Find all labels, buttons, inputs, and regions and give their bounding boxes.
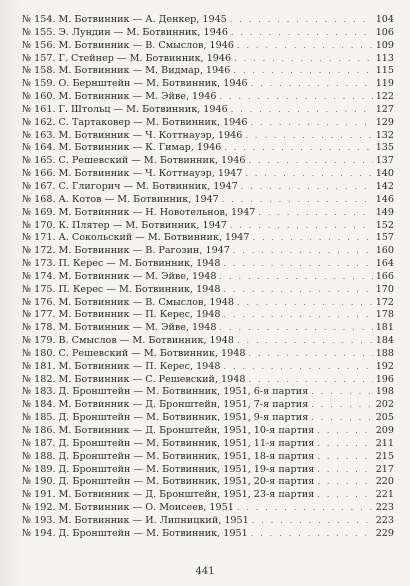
game-title: Г. Стейнер — М. Ботвинник, 1946	[58, 52, 232, 64]
entry-number: № 194.	[22, 527, 56, 539]
page-ref: 220	[375, 476, 394, 488]
toc-entry	[22, 476, 394, 489]
game-title: Д. Бронштейн — М. Ботвинник, 1951, 11-я партия	[58, 437, 315, 449]
entry-number: № 190.	[22, 476, 56, 488]
toc-entry	[22, 155, 394, 168]
toc-entry	[22, 348, 394, 361]
page-ref: 122	[375, 91, 394, 103]
page-ref: 205	[375, 412, 394, 424]
toc-entry	[22, 91, 394, 104]
entry-number: № 172.	[22, 245, 56, 257]
page-ref: 164	[375, 258, 394, 270]
dot-leader	[230, 14, 373, 27]
page-ref: 106	[375, 26, 394, 38]
dot-leader	[237, 40, 373, 53]
toc-entry	[22, 130, 394, 143]
entry-number: № 193.	[22, 514, 56, 526]
entry-number: № 188.	[22, 450, 56, 462]
toc-entry	[22, 78, 394, 91]
toc-entry	[22, 207, 394, 220]
dot-leader	[252, 232, 372, 245]
page-ref: 109	[375, 39, 394, 51]
toc-entry	[22, 271, 394, 284]
entry-number: № 154.	[22, 14, 56, 25]
dot-leader	[248, 155, 372, 168]
dot-leader	[237, 297, 373, 310]
game-title: П. Керес — М. Ботвинник, 1948	[58, 258, 221, 270]
entry-number: № 177.	[22, 309, 56, 321]
game-title: М. Ботвинник — И. Липницкий, 1951	[58, 514, 249, 526]
dot-leader	[245, 168, 372, 181]
game-title: М. Ботвинник — С. Решевский, 1948	[58, 373, 246, 385]
game-title: М. Ботвинник — М. Эйве, 1946	[58, 91, 217, 103]
game-title: С. Тартаковер — М. Ботвинник, 1946	[58, 116, 248, 128]
page-ref: 223	[375, 514, 394, 526]
entry-number: № 189.	[22, 463, 56, 475]
entry-number: № 178.	[22, 322, 56, 334]
dot-leader	[248, 374, 372, 387]
dot-leader	[311, 412, 372, 425]
toc-entry	[22, 335, 394, 348]
toc-entry	[22, 40, 394, 53]
entry-number: № 165.	[22, 155, 56, 167]
entry-number: № 163.	[22, 129, 56, 141]
entry-number: № 182.	[22, 373, 56, 385]
toc-entry	[22, 53, 394, 66]
entry-number: № 161.	[22, 103, 56, 115]
page-ref: 113	[375, 52, 394, 64]
toc-entry	[22, 412, 394, 425]
toc-entry	[22, 245, 394, 258]
page-ref: 196	[375, 373, 394, 385]
entry-number: № 155.	[22, 26, 56, 38]
dot-leader	[317, 451, 372, 464]
page-ref: 152	[375, 219, 394, 231]
dot-leader	[231, 104, 373, 117]
entry-number: № 170.	[22, 219, 56, 231]
game-title: Д. Бронштейн — М. Ботвинник, 1951, 18-я партия	[58, 450, 315, 462]
dot-leader	[258, 207, 372, 220]
toc-entry	[22, 322, 394, 335]
dot-leader	[224, 309, 373, 322]
game-title: М. Ботвинник — Ч. Коттнауэр, 1947	[58, 168, 243, 180]
dot-leader	[317, 464, 372, 477]
game-title: К. Плятер — М. Ботвинник, 1947	[58, 219, 227, 231]
page-ref: 202	[375, 399, 394, 411]
entry-number: № 174.	[22, 270, 56, 282]
game-title: С. Решевский — М. Ботвинник, 1948	[58, 347, 246, 359]
toc-entry	[22, 258, 394, 271]
entry-number: № 183.	[22, 386, 56, 398]
game-title: О. Бернштейн — М. Ботвинник, 1946	[58, 78, 248, 90]
page-ref: 119	[375, 78, 394, 90]
page-ref: 140	[375, 168, 394, 180]
toc-entry	[22, 27, 394, 40]
dot-leader	[241, 181, 373, 194]
page-ref: 211	[375, 437, 394, 449]
entry-number: № 156.	[22, 39, 56, 51]
dot-leader	[245, 130, 372, 143]
game-title: М. Ботвинник — Д. Бронштейн, 1951, 23-я партия	[58, 489, 315, 501]
dot-leader	[252, 515, 373, 528]
game-title: М. Ботвинник — П. Керес, 1948	[58, 360, 221, 372]
game-title: М. Ботвинник — Д. Бронштейн, 1951, 10-я партия	[58, 425, 315, 436]
toc-entry	[22, 438, 394, 451]
dot-leader	[231, 27, 373, 40]
game-title: Г. Штольц — М. Ботвинник, 1946	[58, 103, 228, 115]
game-title: М. Ботвинник — Н. Новотельнов, 1947	[58, 206, 256, 218]
entry-number: № 186.	[22, 425, 56, 436]
page-ref: 209	[375, 425, 394, 436]
page-ref: 129	[375, 116, 394, 128]
entry-number: № 162.	[22, 116, 56, 128]
toc-entry	[22, 374, 394, 387]
dot-leader	[230, 220, 373, 233]
game-title: С. Решевский — М. Ботвинник, 1946	[58, 155, 246, 167]
toc-entry	[22, 181, 394, 194]
entry-number: № 173.	[22, 258, 56, 270]
toc-entry	[22, 104, 394, 117]
entry-number: № 159.	[22, 78, 56, 90]
dot-leader	[219, 91, 372, 104]
dot-leader	[234, 53, 373, 66]
page-ref: 137	[375, 155, 394, 167]
toc-entry	[22, 168, 394, 181]
dot-leader	[317, 425, 372, 438]
dot-leader	[224, 142, 372, 155]
game-title: М. Ботвинник — Ч. Коттнауэр, 1946	[58, 129, 243, 141]
toc-entry	[22, 528, 394, 541]
page-ref: 188	[375, 347, 394, 359]
dot-leader	[311, 399, 372, 412]
entry-number: № 160.	[22, 91, 56, 103]
game-title: М. Ботвинник — К. Гимар, 1946	[58, 142, 222, 154]
game-title: М. Ботвинник — М. Видмар, 1946	[58, 65, 231, 77]
toc-entry	[22, 399, 394, 412]
game-title: А. Котов — М. Ботвинник, 1947	[58, 193, 219, 205]
toc-entry	[22, 142, 394, 155]
dot-leader	[317, 438, 372, 451]
toc-entry	[22, 117, 394, 130]
page-ref: 181	[375, 322, 394, 334]
toc-entry	[22, 297, 394, 310]
page-ref: 142	[375, 180, 394, 192]
page-ref: 215	[375, 450, 394, 462]
entry-number: № 158.	[22, 65, 56, 77]
entry-number: № 171.	[22, 232, 56, 244]
game-title: А. Сокольский — М. Ботвинник, 1947	[58, 232, 250, 244]
entry-number: № 157.	[22, 52, 56, 64]
page-number: 441	[195, 566, 215, 577]
dot-leader	[237, 335, 373, 348]
dot-leader	[224, 284, 373, 297]
game-title: Д. Бронштейн — М. Ботвинник, 1951, 9-я партия	[58, 412, 309, 424]
page-ref: 221	[375, 489, 394, 501]
toc-entry	[22, 361, 394, 374]
entry-number: № 169.	[22, 206, 56, 218]
toc-entry	[22, 451, 394, 464]
entry-number: № 175.	[22, 283, 56, 295]
dot-leader	[251, 78, 373, 91]
toc-entry	[22, 284, 394, 297]
game-title: Д. Бронштейн — М. Ботвинник, 1951, 20-я партия	[58, 476, 315, 488]
toc-entry	[22, 309, 394, 322]
page-ref: 223	[375, 502, 394, 514]
toc-entry	[22, 425, 394, 438]
dot-leader	[250, 117, 372, 130]
entry-number: № 167.	[22, 180, 56, 192]
game-title: М. Ботвинник — Д. Бронштейн, 1951, 7-я партия	[58, 399, 309, 411]
toc-entry	[22, 464, 394, 477]
entry-number: № 180.	[22, 347, 56, 359]
toc-entry	[22, 232, 394, 245]
entry-number: № 166.	[22, 168, 56, 180]
toc-entry	[22, 220, 394, 233]
dot-leader	[317, 476, 372, 489]
game-title: М. Ботвинник — П. Керес, 1948	[58, 309, 221, 321]
game-title: Д. Бронштейн — М. Ботвинник, 1951, 6-я партия	[58, 386, 309, 398]
table-of-contents	[22, 14, 394, 541]
page-ref: 115	[375, 65, 394, 77]
page-ref: 157	[375, 232, 394, 244]
toc-entry	[22, 489, 394, 502]
entry-number: № 192.	[22, 502, 56, 514]
dot-leader	[311, 386, 372, 399]
dot-leader	[233, 65, 372, 78]
page-ref: 149	[375, 206, 394, 218]
toc-entry	[22, 14, 394, 27]
entry-number: № 191.	[22, 489, 56, 501]
entry-number: № 164.	[22, 142, 56, 154]
page-ref: 135	[375, 142, 394, 154]
game-title: М. Ботвинник — М. Эйве, 1948	[58, 270, 217, 282]
game-title: М. Ботвинник — В. Смыслов, 1946	[58, 39, 234, 51]
entry-number: № 176.	[22, 296, 56, 308]
page-ref: 170	[375, 283, 394, 295]
game-title: Э. Лундин — М. Ботвинник, 1946	[58, 26, 228, 38]
page-ref: 217	[375, 463, 394, 475]
dot-leader	[219, 271, 372, 284]
game-title: С. Глигорич — М. Ботвинник, 1947	[58, 180, 238, 192]
dot-leader	[222, 194, 373, 207]
dot-leader	[248, 348, 372, 361]
toc-entry	[22, 386, 394, 399]
page-ref: 127	[375, 103, 394, 115]
dot-leader	[219, 322, 372, 335]
dot-leader	[233, 245, 373, 258]
dot-leader	[224, 258, 373, 271]
toc-entry	[22, 194, 394, 207]
page-ref: 184	[375, 335, 394, 347]
page-ref: 178	[375, 309, 394, 321]
toc-entry	[22, 65, 394, 78]
game-title: В. Смыслов — М. Ботвинник, 1948	[58, 335, 234, 347]
dot-leader	[317, 489, 372, 502]
game-title: М. Ботвинник — В. Рагозин, 1947	[58, 245, 230, 257]
game-title: М. Ботвинник — М. Эйве, 1948	[58, 322, 217, 334]
page-ref: 132	[375, 129, 394, 141]
game-title: Д. Бронштейн — М. Ботвинник, 1951, 19-я партия	[58, 463, 315, 475]
page-ref: 172	[375, 296, 394, 308]
entry-number: № 179.	[22, 335, 56, 347]
game-title: М. Ботвинник — В. Смыслов, 1948	[58, 296, 234, 308]
dot-leader	[251, 528, 373, 541]
dot-leader	[224, 361, 373, 374]
page-ref: 160	[375, 245, 394, 257]
entry-number: № 168.	[22, 193, 56, 205]
entry-number: № 181.	[22, 360, 56, 372]
game-title: Д. Бронштейн — М. Ботвинник, 1951	[58, 527, 248, 539]
game-title: М. Ботвинник — О. Моисеев, 1951	[58, 502, 234, 514]
page-ref: 198	[375, 386, 394, 398]
toc-entry	[22, 515, 394, 528]
game-title: М. Ботвинник — А. Денкер, 1945	[58, 14, 227, 25]
page-ref: 229	[375, 527, 394, 539]
entry-number: № 187.	[22, 437, 56, 449]
dot-leader	[237, 502, 373, 515]
page-ref: 104	[375, 14, 394, 25]
page-ref: 192	[375, 360, 394, 372]
toc-entry	[22, 502, 394, 515]
page-ref: 166	[375, 270, 394, 282]
entry-number: № 185.	[22, 412, 56, 424]
entry-number: № 184.	[22, 399, 56, 411]
page-ref: 146	[375, 193, 394, 205]
game-title: П. Керес — М. Ботвинник, 1948	[58, 283, 221, 295]
